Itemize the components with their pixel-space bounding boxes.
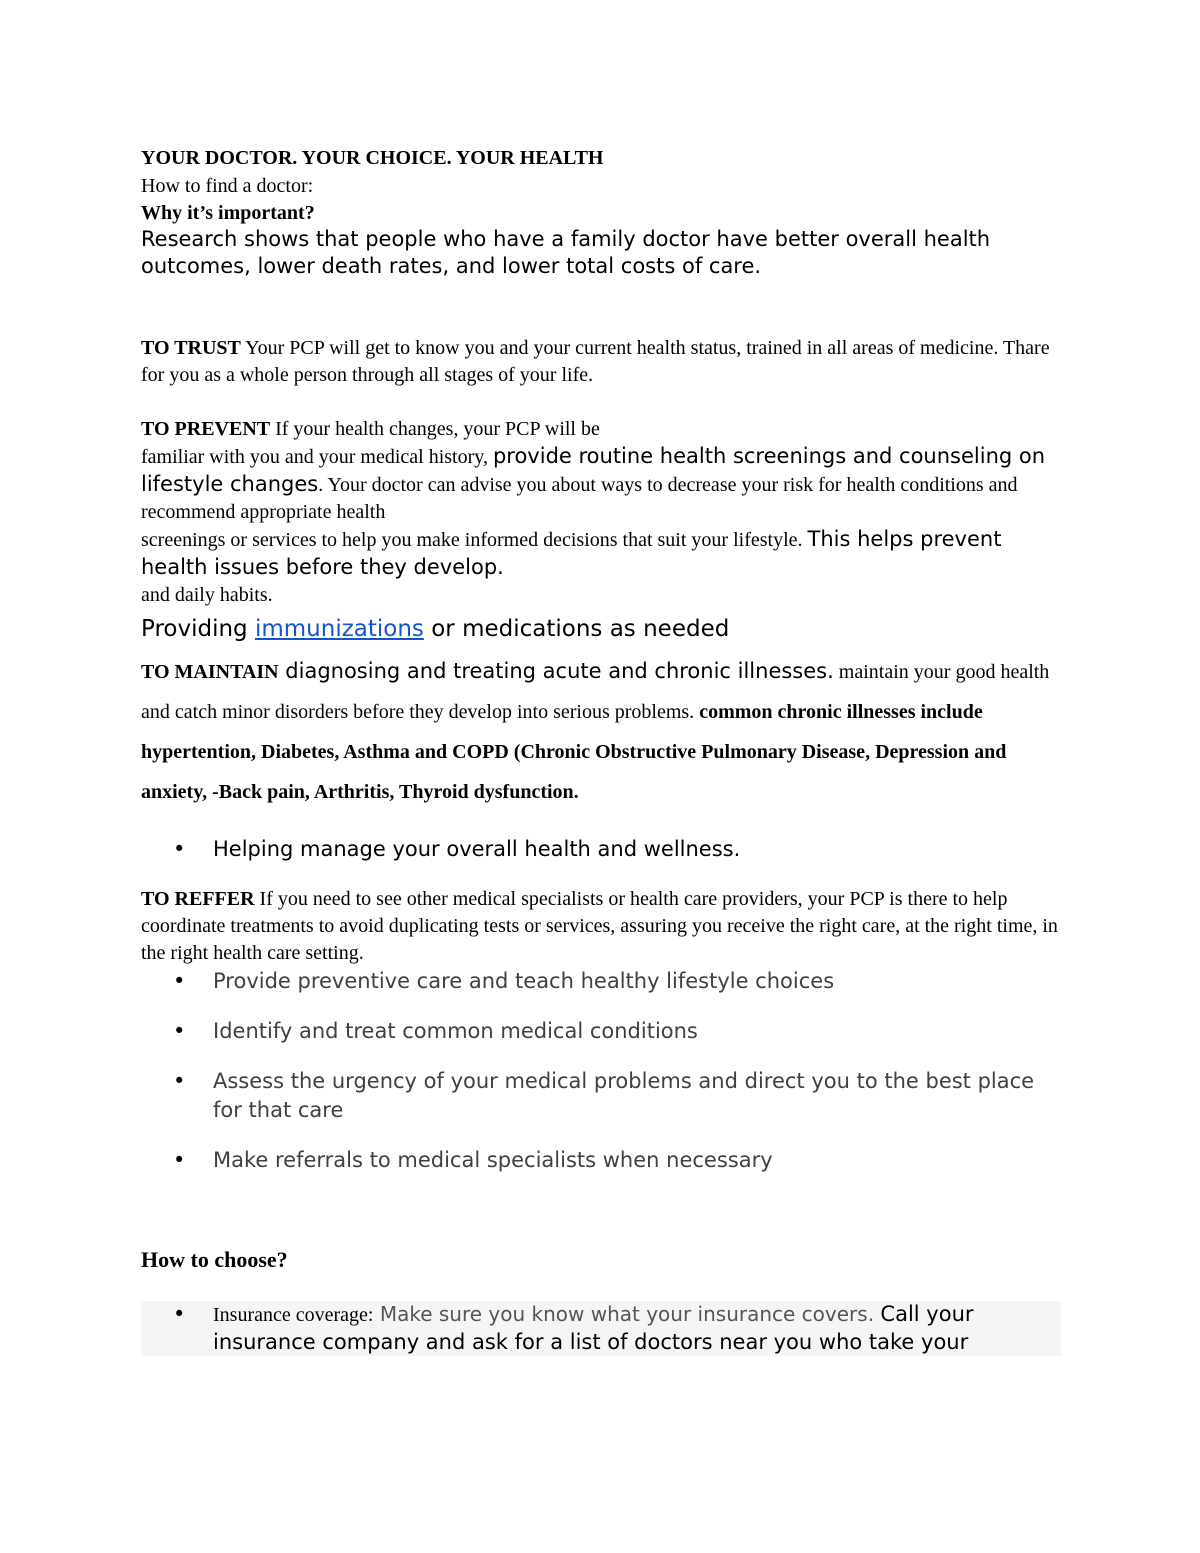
refer-lead: TO REFFER [141,888,255,910]
maintain-lead: TO MAINTAIN [141,661,279,683]
prevent-line1: If your health changes, your PCP will be [270,418,600,440]
care-item-text: Identify and treat common medical conditions [213,1019,698,1043]
providing-line [141,611,1061,647]
research-paragraph: Research shows that people who have a family doctor have better overall health outcomes, lower death rates, and lower total costs of care. [141,227,991,278]
maintain-paragraph [141,651,1061,812]
prevent-text2: . Your doctor can advise you about ways to decrease your risk for health conditions and recommend appropriate health [141,474,1018,523]
trust-paragraph [141,335,1061,389]
list-item [141,1146,1061,1175]
bullet-icon: • [173,1069,186,1093]
subtitle: How to find a doctor: [141,175,314,197]
care-item-text: Assess the urgency of your medical problems and direct you to the best place for that care [213,1069,1035,1122]
prevent-text3: screenings or services to help you make informed decisions that suit your lifestyle. [141,529,808,551]
care-item-text: Provide preventive care and teach healthy lifestyle choices [213,969,835,993]
bullet-icon: • [173,1019,186,1043]
list-item [141,1017,1061,1046]
why-heading: Why it’s important? [141,202,315,224]
trust-text: Your PCP will get to know you and your current health status, trained in all areas of medicine. Thare for you as a whole person through all stages of your life. [141,337,1050,386]
maintain-sans: diagnosing and treating acute and chronic illnesses. [278,659,834,683]
chronic-illnesses: common chronic illnesses include hypertention, Diabetes, Asthma and COPD (Chronic Obstructive Pulmonary Disease, Depression and anxiety, -Back pain, Arthritis, Thyroid dysfunction. [141,701,1007,803]
help-item-text: Helping manage your overall health and wellness. [213,837,741,861]
immunizations-link[interactable]: immunizations [254,616,424,642]
help-list [141,834,1061,864]
prevent-sans2: This helps prevent health issues before they develop. [141,527,1002,579]
insurance-label: Insurance coverage: [213,1304,374,1326]
care-list [141,967,1061,1175]
bullet-icon: • [173,1148,186,1172]
bullet-icon: • [173,837,186,861]
prevent-lead: TO PREVENT [141,418,271,440]
prevent-line2: familiar with you and your medical history, [141,446,493,468]
trust-lead: TO TRUST [141,337,241,359]
refer-paragraph [141,886,1061,967]
prevent-sans1: provide routine health screenings and counseling on lifestyle changes [141,444,1046,496]
list-item [141,834,1061,864]
list-item [141,1301,1061,1356]
bullet-icon: • [173,969,186,993]
care-item-text: Make referrals to medical specialists when necessary [213,1148,773,1172]
insurance-black-text: Call your insurance company and ask for a list of doctors near you who take your [213,1302,974,1354]
prevent-paragraph [141,416,1061,609]
bullet-icon: • [173,1302,186,1326]
list-item [141,1067,1061,1125]
document-title: YOUR DOCTOR. YOUR CHOICE. YOUR HEALTH [141,147,604,169]
insurance-list [141,1301,1061,1356]
how-to-choose-heading: How to choose? [141,1247,288,1272]
list-item [141,967,1061,996]
maintain-text: maintain your good health and catch minor disorders before they develop into serious problems. [141,661,1050,723]
insurance-grey-text: Make sure you know what your insurance covers. [373,1302,881,1326]
prevent-text4: and daily habits. [141,584,273,606]
document-body [141,141,1061,1356]
refer-text: If you need to see other medical specialists or health care providers, your PCP is there to help coordinate treatments to avoid duplicating tests or services, assuring you receive the right care, at the right time, in the right health care setting. [141,888,1058,964]
providing-post: or medications as needed [423,616,730,642]
providing-pre: Providing [141,616,255,642]
